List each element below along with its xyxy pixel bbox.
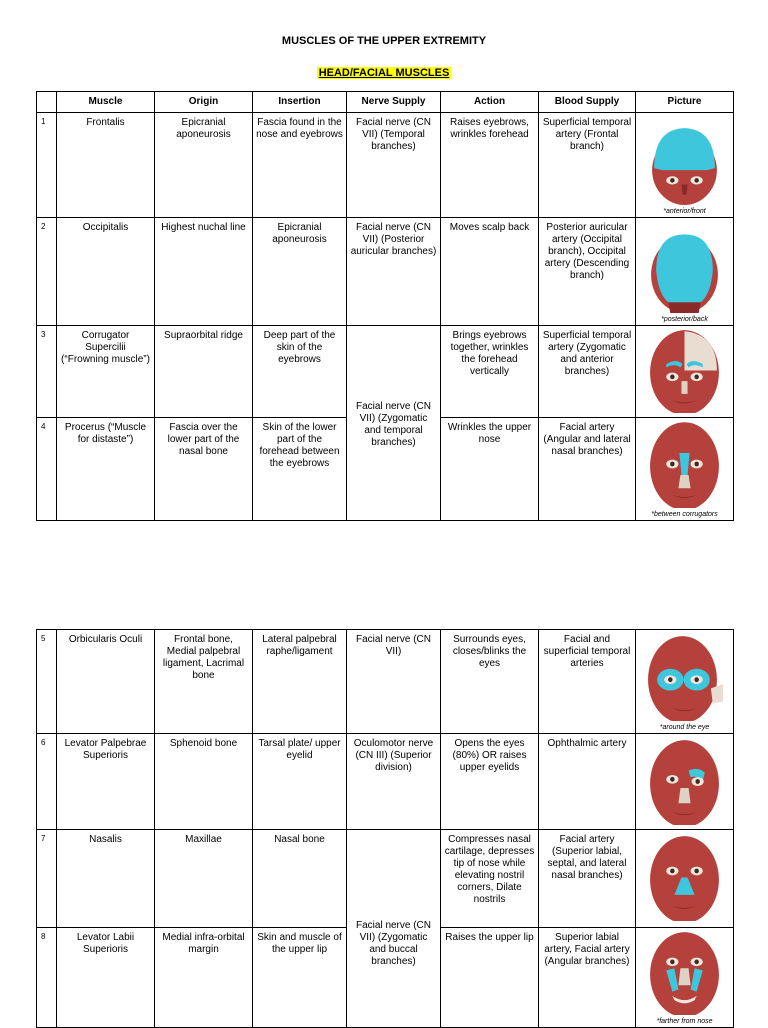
- face-levator-labii-image: [644, 930, 725, 1015]
- cell-muscle: Procerus (“Muscle for distaste”): [57, 418, 155, 521]
- cell-blood: Facial and superficial temporal arteries: [539, 630, 636, 734]
- row-number: 2: [37, 218, 57, 326]
- cell-muscle: Corrugator Supercilii (“Frowning muscle”): [57, 326, 155, 418]
- cell-origin: Medial infra-orbital margin: [155, 928, 253, 1028]
- header-blood-supply: Blood Supply: [539, 92, 636, 113]
- cell-action: Raises eyebrows, wrinkles forehead: [441, 113, 539, 218]
- cell-action: Moves scalp back: [441, 218, 539, 326]
- cell-muscle: Frontalis: [57, 113, 155, 218]
- cell-action: Wrinkles the upper nose: [441, 418, 539, 521]
- cell-blood: Superficial temporal artery (Zygomatic and anterior branches): [539, 326, 636, 418]
- cell-nerve: Facial nerve (CN VII) (Posterior auricular branches): [347, 218, 441, 326]
- cell-insertion: Epicranial aponeurosis: [253, 218, 347, 326]
- cell-blood: Facial artery (Superior labial, septal, and lateral nasal branches): [539, 830, 636, 928]
- cell-origin: Fascia over the lower part of the nasal bone: [155, 418, 253, 521]
- row-number: 4: [37, 418, 57, 521]
- row-number: 1: [37, 113, 57, 218]
- cell-nerve: Oculomotor nerve (CN III) (Superior division): [347, 734, 441, 830]
- row-number: 3: [37, 326, 57, 418]
- face-procerus-image: [644, 420, 725, 508]
- cell-action: Raises the upper lip: [441, 928, 539, 1028]
- cell-blood: Superior labial artery, Facial artery (Angular branches): [539, 928, 636, 1028]
- section-heading-wrap: [0, 63, 768, 81]
- cell-blood: Ophthalmic artery: [539, 734, 636, 830]
- cell-picture: [636, 630, 734, 734]
- cell-insertion: Skin and muscle of the upper lip: [253, 928, 347, 1028]
- cell-origin: Epicranial aponeurosis: [155, 113, 253, 218]
- cell-insertion: Fascia found in the nose and eyebrows: [253, 113, 347, 218]
- header-insertion: Insertion: [253, 92, 347, 113]
- cell-origin: Maxillae: [155, 830, 253, 928]
- muscle-table-2: [36, 629, 734, 1028]
- cell-insertion: Deep part of the skin of the eyebrows: [253, 326, 347, 418]
- cell-origin: Frontal bone, Medial palpebral ligament, Lacrimal bone: [155, 630, 253, 734]
- picture-caption: *around the eye: [659, 724, 710, 731]
- muscle-table-1: [36, 91, 734, 521]
- row-number: 6: [37, 734, 57, 830]
- head-back-occipitalis-image: [644, 228, 725, 313]
- cell-blood: Posterior auricular artery (Occipital branch), Occipital artery (Descending branch): [539, 218, 636, 326]
- cell-muscle: Levator Palpebrae Superioris: [57, 734, 155, 830]
- cell-picture: [636, 418, 734, 521]
- header-picture: Picture: [636, 92, 734, 113]
- table-row: [37, 326, 734, 418]
- face-orbicularis-oculi-image: [644, 634, 725, 721]
- cell-insertion: Nasal bone: [253, 830, 347, 928]
- table-row: [37, 113, 734, 218]
- cell-picture: [636, 734, 734, 830]
- head-front-frontalis-image: [644, 123, 725, 205]
- cell-picture: [636, 218, 734, 326]
- cell-blood: Facial artery (Angular and lateral nasal branches): [539, 418, 636, 521]
- document-title: MUSCLES OF THE UPPER EXTREMITY: [281, 35, 487, 47]
- cell-origin: Sphenoid bone: [155, 734, 253, 830]
- cell-picture: [636, 113, 734, 218]
- header-action: Action: [441, 92, 539, 113]
- cell-picture: [636, 928, 734, 1028]
- picture-caption: *posterior/back: [661, 316, 708, 323]
- cell-nerve-shared: Facial nerve (CN VII) (Zygomatic and buccal branches): [347, 830, 441, 1028]
- face-nasalis-image: [644, 834, 725, 921]
- cell-action: Brings eyebrows together, wrinkles the forehead vertically: [441, 326, 539, 418]
- cell-nerve: Facial nerve (CN VII) (Temporal branches): [347, 113, 441, 218]
- row-number: 8: [37, 928, 57, 1028]
- cell-origin: Supraorbital ridge: [155, 326, 253, 418]
- table-row: [37, 218, 734, 326]
- table-row: [37, 830, 734, 928]
- cell-muscle: Occipitalis: [57, 218, 155, 326]
- cell-muscle: Nasalis: [57, 830, 155, 928]
- picture-caption: *anterior/front: [663, 208, 706, 215]
- header-nerve-supply: Nerve Supply: [347, 92, 441, 113]
- row-number: 7: [37, 830, 57, 928]
- cell-muscle: Orbicularis Oculi: [57, 630, 155, 734]
- cell-insertion: Tarsal plate/ upper eyelid: [253, 734, 347, 830]
- cell-picture: [636, 830, 734, 928]
- picture-caption: *farther from nose: [656, 1018, 713, 1025]
- table-header-row: [37, 92, 734, 113]
- cell-insertion: Lateral palpebral raphe/ligament: [253, 630, 347, 734]
- cell-origin: Highest nuchal line: [155, 218, 253, 326]
- cell-action: Opens the eyes (80%) OR raises upper eyelids: [441, 734, 539, 830]
- row-number: 5: [37, 630, 57, 734]
- cell-nerve-shared: Facial nerve (CN VII) (Zygomatic and temporal branches): [347, 326, 441, 521]
- cell-picture: [636, 326, 734, 418]
- cell-muscle: Levator Labii Superioris: [57, 928, 155, 1028]
- section-heading: HEAD/FACIAL MUSCLES: [318, 67, 450, 79]
- cell-action: Compresses nasal cartilage, depresses tip of nose while elevating nostril corners, Dilate nostrils: [441, 830, 539, 928]
- table-row: [37, 734, 734, 830]
- cell-action: Surrounds eyes, closes/blinks the eyes: [441, 630, 539, 734]
- face-levator-palpebrae-image: [644, 738, 725, 825]
- header-muscle: Muscle: [57, 92, 155, 113]
- face-corrugator-image: [644, 328, 725, 413]
- table-row: [37, 630, 734, 734]
- cell-blood: Superficial temporal artery (Frontal branch): [539, 113, 636, 218]
- cell-insertion: Skin of the lower part of the forehead between the eyebrows: [253, 418, 347, 521]
- picture-caption: *between corrugators: [651, 511, 718, 518]
- header-origin: Origin: [155, 92, 253, 113]
- cell-nerve: Facial nerve (CN VII): [347, 630, 441, 734]
- header-num: [37, 92, 57, 113]
